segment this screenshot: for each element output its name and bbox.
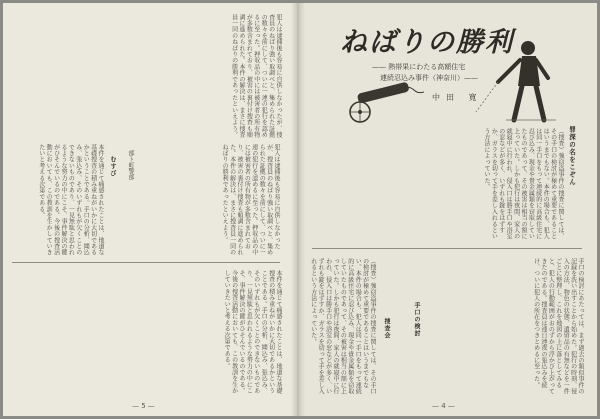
left-mid-body [12,144,104,256]
right-lower-subheading: 捜査会 [383,318,390,339]
left-mid-text-b: 犯人は逮捕後も容易に自供しなかったが、捜査員のねばり強い取調べと、集められた証拠の数々を前にして、ついに一連の犯行を認めるに至った。押収品の中には被害者の所有物が多数含まれており、被害の裏付け捜査も順調に進められた。本件の解決は、まさに捜査員一同のねばりの勝利であったといえよう。 [221,144,280,256]
article-subtitle-line2: 連続忍込み事件（神奈川）—— [380,74,478,82]
left-section-heading: むすび [109,156,116,177]
article-title: ねばりの勝利 [340,27,514,58]
left-note: 部ト町警部 [127,150,134,180]
right-page-heading: 罪深の名をこぞん [568,126,576,186]
figure-illustration [470,34,560,126]
left-mid-body-b [140,144,280,256]
right-lower-heading: 手口の検討 [413,302,420,337]
right-lower-text: 手口の検討にあたっては、まず過去の類似事件の記録を洗い出すことから始めた。犯行の時刻、侵入の方法、物色の状態、遺留品の有無などを一件ごとに整理し、これを地図の上に落としてみると、犯人の行動範囲がおのずから浮かび上がってきたのである。捜査員は連日連夜の張込みを続け、ついに犯人の所在をつきとめるに至った。 [532,258,584,395]
right-divider [312,248,582,249]
left-mid-text: 本件を通じて痛感されたことは、地道な基礎捜査の積み重ねがいかに大切であるかということである。手口の分析、聞込み、張込み、そのいずれもが欠くことのできないものであり、一見無駄と思われるような努力の中にこそ、事件解決の鍵がひそんでいるのである。今後の捜査活動においても、この教訓を生かしていきたいと考える次第である。 [37,144,104,256]
left-upper-body [12,14,282,138]
article-subtitle-line1: —— 熱帯果にわたる高額住宅 [372,63,466,71]
article-author: 中田 寛 [432,93,483,102]
left-upper-text: 犯人は逮捕後も容易に自供しなかったが、捜査員のねばり強い取調べと、集められた証拠の数々を前にして、ついに一連の犯行を認めるに至った。押収品の中には被害者の所有物が多数含まれており、被害の裏付け捜査も順調に進められた。本件の解決は、まさに捜査員一同のねばりの勝利であったといえよう。 [230,14,282,138]
right-lower-body-a [430,258,584,398]
left-lower-body [12,270,282,396]
page-gutter [291,3,305,416]
right-upper-text: （捜査）強窃盗事件の捜査に関しては、その手口の検討が極めて重要であることはいうまでもない。本件の場合も、犯人は同一手口をもって連続的に高級住宅に忍び込み、現金や貴金属類を窃取していたものであって、その被害は相当の額に上っていた。しかも犯行は夜間、家人の就寝中に行われ、侵入口は勝手口や浴室の窓などが多く、いずれも錠をはずすか、ガラスを切って手を差し入れるという方法によっていた。 [482,128,564,240]
cannon-illustration [344,82,424,124]
page-number-right: — 4 — [432,402,455,410]
left-lower-text: 本件を通じて痛感されたことは、地道な基礎捜査の積み重ねがいかに大切であるかということである。手口の分析、聞込み、張込み、そのいずれもが欠くことのできないものであり、一見無駄と思われるような努力の中にこそ、事件解決の鍵がひそんでいるのである。今後の捜査活動においても、この教訓を生かしていきたいと考える次第である。 [223,270,282,394]
page-number-left: — 5 — [132,402,155,410]
right-lower-body-b [309,258,376,398]
left-divider [12,262,280,263]
right-lower-text-cont: （捜査）強窃盗事件の捜査に関しては、その手口の検討が極めて重要であることはいうまでもない。本件の場合も、犯人は同一手口をもって連続的に高級住宅に忍び込み、現金や貴金属類を窃取していたものであって、その被害は相当の額に上っていた。しかも犯行は夜間、家人の就寝中に行われ、侵入口は勝手口や浴室の窓などが多く、いずれも錠をはずすか、ガラスを切って手を差し入れるという方法によっていた。 [309,258,376,395]
right-upper-body [318,128,564,240]
